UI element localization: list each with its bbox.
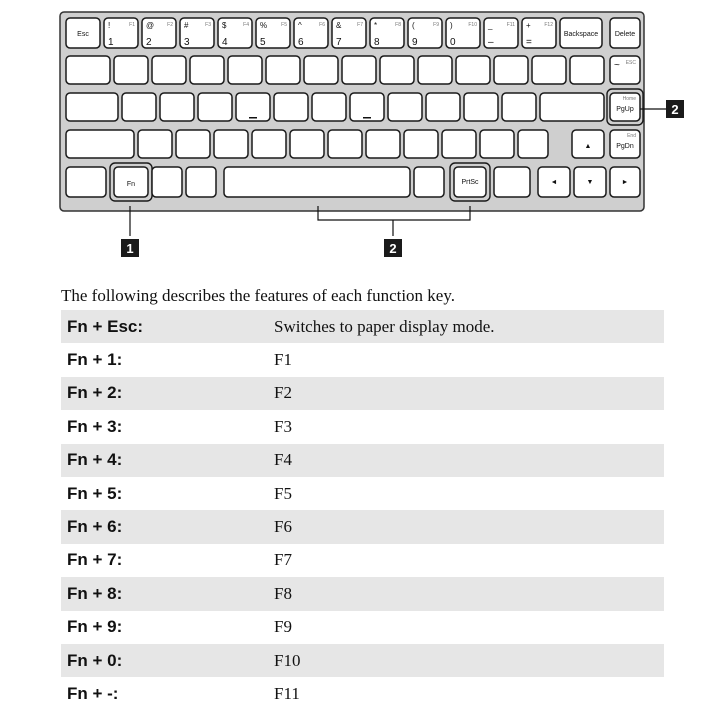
svg-text:2: 2 — [389, 241, 397, 256]
key-backslash — [570, 56, 604, 84]
key-fn-label: F11 — [506, 22, 515, 28]
table-row — [61, 577, 664, 610]
key-home-label: Home — [622, 96, 636, 102]
key-label: Backspace — [563, 31, 599, 38]
key-shift-label: * — [374, 21, 378, 30]
key-prtsc-label: PrtSc — [461, 179, 479, 186]
key-end-label: End — [627, 133, 636, 139]
key-row2 — [266, 56, 300, 84]
key-row4 — [214, 130, 248, 158]
key-fn-label: F9 — [433, 22, 439, 28]
key-row2 — [152, 56, 186, 84]
key-fn-label: F10 — [468, 22, 477, 28]
table-row — [61, 611, 664, 644]
key-combo: Fn + 6: — [67, 517, 123, 537]
callout-2-bottom — [384, 239, 402, 257]
key-row2 — [190, 56, 224, 84]
key-altgr — [414, 167, 444, 197]
key-fn-label: F5 — [281, 22, 287, 28]
key-description: F2 — [274, 383, 292, 403]
key-main-label: 9 — [412, 37, 418, 48]
key-shift-label: ) — [450, 21, 453, 30]
key-rshift — [518, 130, 548, 158]
key-fn-label: Fn — [126, 181, 136, 188]
key-description: F11 — [274, 683, 300, 703]
key-esc-small-label: ESC — [625, 60, 636, 66]
key-shift-label: ^ — [298, 21, 302, 30]
key-row3 — [236, 93, 270, 121]
key-combo: Fn + 8: — [67, 583, 123, 603]
key-combo: Fn + 1: — [67, 350, 123, 370]
key-left-label: ◄ — [550, 179, 558, 186]
key-win — [152, 167, 182, 197]
key-label: Delete — [614, 31, 636, 38]
key-fn-label: F1 — [129, 22, 135, 28]
key-row2 — [494, 56, 528, 84]
key-shift-label: ( — [412, 21, 415, 30]
table-row — [61, 310, 664, 343]
key-description: Switches to paper display mode. — [274, 316, 495, 336]
key-shift-label: _ — [488, 21, 493, 30]
key-row3 — [502, 93, 536, 121]
key-combo: Fn + 2: — [67, 383, 123, 403]
key-fn-label: F6 — [319, 22, 325, 28]
key-pgdn-label: PgDn — [616, 143, 634, 150]
callout-2-right — [666, 100, 684, 118]
key-row3 — [274, 93, 308, 121]
keyboard-diagram — [0, 0, 720, 270]
table-row — [61, 477, 664, 510]
key-lshift — [66, 130, 134, 158]
key-alt — [186, 167, 216, 197]
key-row2 — [456, 56, 490, 84]
key-shift-label: $ — [222, 21, 227, 30]
key-combo: Fn + -: — [67, 683, 119, 703]
key-description: F7 — [274, 550, 292, 570]
key-combo: Fn + 5: — [67, 483, 123, 503]
key-row3 — [312, 93, 346, 121]
key-description: F9 — [274, 617, 292, 637]
key-down-label: ▼ — [586, 179, 594, 186]
key-main-label: 1 — [108, 37, 114, 48]
key-combo: Fn + 0: — [67, 650, 123, 670]
key-main-label: 6 — [298, 37, 304, 48]
key-up-label: ▲ — [584, 143, 592, 150]
home-bump — [249, 117, 257, 119]
key-shift-label: + — [526, 21, 531, 30]
table-row — [61, 444, 664, 477]
key-row4 — [138, 130, 172, 158]
key-row4 — [366, 130, 400, 158]
key-row4 — [480, 130, 514, 158]
key-shift-label: & — [336, 21, 342, 30]
key-main-label: 3 — [184, 37, 190, 48]
key-label: Esc — [77, 31, 89, 38]
key-row2 — [532, 56, 566, 84]
table-row — [61, 544, 664, 577]
key-main-label: 5 — [260, 37, 266, 48]
key-row2 — [380, 56, 414, 84]
key-fn-label: F4 — [243, 22, 249, 28]
key-row2 — [228, 56, 262, 84]
svg-text:1: 1 — [126, 241, 134, 256]
key-description: F5 — [274, 483, 292, 503]
key-rctrl — [494, 167, 530, 197]
key-combo: Fn + Esc: — [67, 316, 144, 336]
intro-text: The following describes the features of each function key. — [61, 286, 455, 305]
key-row3 — [464, 93, 498, 121]
key-combo: Fn + 3: — [67, 416, 123, 436]
key-row4 — [290, 130, 324, 158]
key-row2 — [342, 56, 376, 84]
key-combo: Fn + 9: — [67, 617, 123, 637]
key-fn-label: F7 — [357, 22, 363, 28]
key-row4 — [328, 130, 362, 158]
table-row — [61, 510, 664, 543]
key-main-label: = — [526, 37, 532, 48]
key-row4 — [252, 130, 286, 158]
key-row2 — [114, 56, 148, 84]
key-description: F8 — [274, 583, 292, 603]
key-description: F10 — [274, 650, 301, 670]
key-main-label: 7 — [336, 37, 342, 48]
key-pgup-label: PgUp — [616, 106, 634, 113]
key-row3 — [198, 93, 232, 121]
key-description: F4 — [274, 450, 292, 470]
key-row2 — [304, 56, 338, 84]
key-row3 — [426, 93, 460, 121]
table-row — [61, 377, 664, 410]
key-row2 — [418, 56, 452, 84]
key-fn-label: F8 — [395, 22, 401, 28]
key-shift-label: % — [260, 21, 268, 30]
key-shift-label: # — [184, 21, 189, 30]
key-tab — [66, 56, 110, 84]
key-caps — [66, 93, 118, 121]
key-row3 — [388, 93, 422, 121]
key-row4 — [442, 130, 476, 158]
key-shift-label: ! — [108, 21, 111, 30]
key-tilde-label: ~ — [614, 60, 620, 71]
key-combo: Fn + 7: — [67, 550, 123, 570]
key-row3 — [350, 93, 384, 121]
key-main-label: 8 — [374, 37, 380, 48]
key-description: F6 — [274, 517, 292, 537]
home-bump — [363, 117, 371, 119]
key-row4 — [176, 130, 210, 158]
key-right-label: ► — [621, 179, 629, 186]
key-row4 — [404, 130, 438, 158]
table-row — [61, 644, 664, 677]
key-fn-label: F3 — [205, 22, 211, 28]
key-ctrl — [66, 167, 106, 197]
callout-1 — [121, 239, 139, 257]
key-fn-label: F2 — [167, 22, 173, 28]
key-space — [224, 167, 410, 197]
key-main-label: 2 — [146, 37, 152, 48]
key-combo: Fn + 4: — [67, 450, 123, 470]
key-main-label: 4 — [222, 37, 228, 48]
key-main-label: 0 — [450, 37, 456, 48]
svg-text:2: 2 — [671, 102, 679, 117]
table-row — [61, 410, 664, 443]
key-enter — [540, 93, 604, 121]
key-main-label: – — [488, 37, 494, 48]
key-shift-label: @ — [146, 21, 155, 30]
key-row3 — [122, 93, 156, 121]
key-fn-label: F12 — [544, 22, 553, 28]
key-row3 — [160, 93, 194, 121]
key-description: F3 — [274, 416, 292, 436]
table-row — [61, 677, 664, 710]
function-key-table — [61, 310, 664, 711]
table-row — [61, 343, 664, 376]
key-description: F1 — [274, 350, 292, 370]
